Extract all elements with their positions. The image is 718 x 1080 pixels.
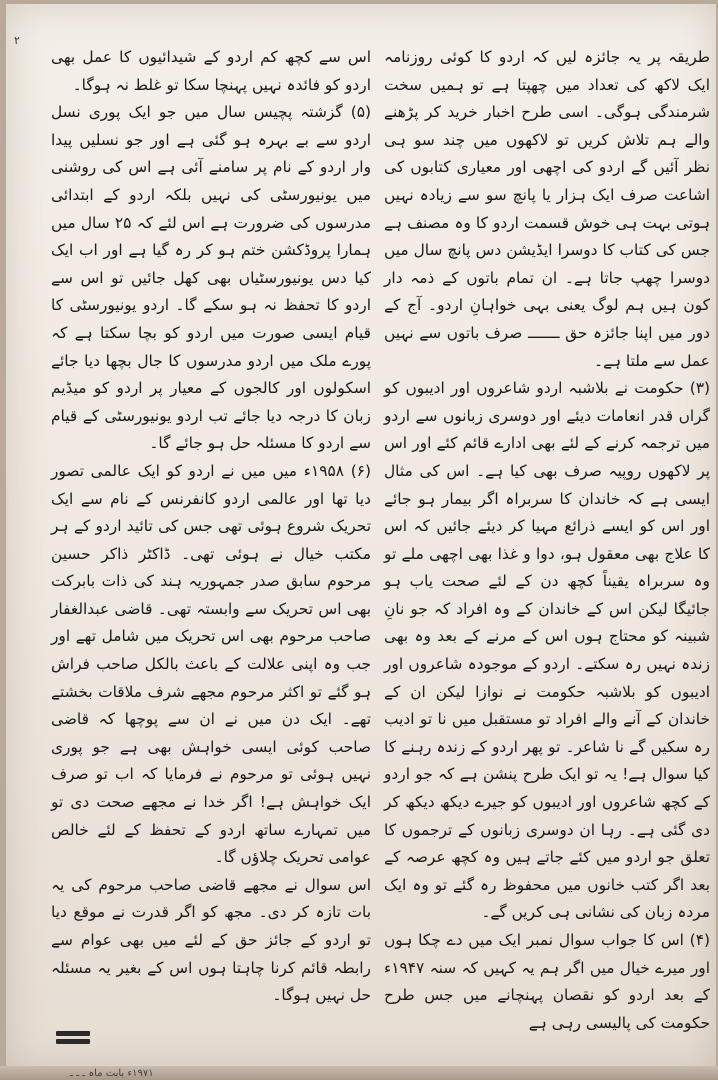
page-number: ۲	[14, 34, 20, 47]
left-paragraph-1: اس سے کچھ کم اردو کے شیدائیوں کا عمل بھی اردو کو فائدہ نہیں پہنچا سکا تو غلط نہ ہوگا۔	[51, 48, 371, 94]
right-column	[384, 44, 710, 1037]
right-paragraph-3: (۴) اس کا جواب سوال نمبر ایک میں دے چکا ہوں اور میرے خیال میں اگر ہم یہ کہیں کہ سنہ ۱۹۴۷ء کے بعد اردو کو نقصان پہنچانے میں جس طرح حکومت کی پالیسی رہی ہے	[384, 931, 710, 1032]
left-paragraph-3: (۶) ۱۹۵۸ء میں میں نے اردو کو ایک عالمی تصور دیا تھا اور عالمی اردو کانفرنس کے نام سے ایک تحریک شروع ہوئی تھی جس کی تائید اردو کے ہر مکتب خیال نے ہوئی تھی۔ ڈاکٹر ذاکر حسین مرحوم سابق صدر جمہوریہ ہند کی ذات بابرکت بھی اس تحریک سے وابستہ تھی۔ قاضی عبدالغفار صاحب مرحوم بھی اس تحریک میں شامل تھے اور جب وہ اپنی علالت کے باعث بالکل صاحب فراش ہو گئے تو اکثر مرحوم مجھے شرف ملاقات بخشتے تھے۔ ایک دن میں نے ان سے پوچھا کہ قاضی صاحب کوئی ایسی خواہش بھی ہے جو پوری نہیں ہوئی تو مرحوم نے فرمایا کہ اب تو صرف ایک خواہش ہے! اگر خدا نے مجھے صحت دی تو میں تمہارے ساتھ اردو کے تحفظ کے لئے خالص عوامی تحریک چلاؤں گا۔	[51, 461, 371, 867]
left-column	[51, 44, 371, 1010]
left-paragraph-4: اس سوال نے مجھے قاضی صاحب مرحوم کی یہ بات تازہ کر دی۔ مجھ کو اگر قدرت نے موقع دیا تو اردو کے جائز حق کے لئے میں بھی عوام سے رابطہ قائم کرنا چاہتا ہوں اس کے بغیر یہ مسئلہ حل نہیں ہوگا۔	[51, 875, 371, 1005]
footer-strip	[0, 1066, 718, 1080]
end-of-article-mark	[56, 1031, 90, 1047]
document-page	[6, 4, 716, 1072]
footer-text: ۱۹۷۱ء بابت ماہ ـ ـ ـ	[70, 1068, 154, 1079]
left-paragraph-2: (۵) گزشتہ پچیس سال میں جو ایک پوری نسل اردو سے بے بہرہ ہو گئی ہے اور جو نسلیں پیدا وار اردو کے نام پر سامنے آئی ہے اس کی روشنی میں یونیورسٹی کی نہیں بلکہ اردو کے ابتدائی مدرسوں کی ضرورت ہے اس لئے کہ ۲۵ سال میں ہمارا پروڈکشن ختم ہو کر رہ گیا ہے اور اب ایک کیا دس یونیورسٹیاں بھی کھل جائیں تو اس سے اردو کا تحفظ نہ ہو سکے گا۔ اردو یونیورسٹی کا قیام ایسی صورت میں اردو کو بچا سکتا ہے کہ پورے ملک میں اردو مدرسوں کا جال بچھا دیا جائے اسکولوں اور کالجوں کے معیار پر اردو کو میڈیم زبان کا درجہ دیا جائے تب اردو یونیورسٹی کے قیام سے اردو کا مسئلہ حل ہو جائے گا۔	[51, 103, 372, 453]
right-paragraph-2: (۳) حکومت نے بلاشبہ اردو شاعروں اور ادیبوں کو گراں قدر انعامات دیئے اور دوسری زبانوں سے اردو میں ترجمہ کرنے کے لئے بھی ادارے قائم کئے اور اس پر لاکھوں روپیہ صرف بھی کیا ہے۔ اس کی مثال ایسی ہے کہ خاندان کا سربراہ اگر بیمار ہو جائے اور اس کو ایسے ذرائع مہیا کر دیئے جائیں کہ اس کا علاج بھی معقول ہو، دوا و غذا بھی اچھی ملے تو وہ سربراہ یقیناً کچھ دن کے لئے صحت یاب ہو جائیگا لیکن اس کے خاندان کے وہ افراد کہ جو نانِ شبینہ کو محتاج ہوں اس کے مرنے کے بعد وہ بھی زندہ نہیں رہ سکتے۔ اردو کے موجودہ شاعروں اور ادیبوں کو بلاشبہ حکومت نے نوازا لیکن ان کے خاندان کے آنے والے افراد تو مستقبل میں نا تو ادیب رہ سکیں گے نا شاعر۔ تو پھر اردو کے زندہ رہنے کا کیا سوال ہے! یہ تو ایک طرح پنشن ہے کہ جو اردو کے کچھ شاعروں اور ادیبوں کو جیرے دیکھ دیکھ کر دی گئی ہے۔ رہا ان دوسری زبانوں کے ترجموں کا تعلق جو اردو میں کئے جاتے ہیں وہ کچھ عرصہ کے بعد اگر کتب خانوں میں محفوظ رہ گئے تو وہ ایک مردہ زبان کی نشانی ہی کریں گے۔	[384, 379, 710, 922]
right-paragraph-1: طریقہ پر یہ جائزہ لیں کہ اردو کا کوئی روزنامہ ایک لاکھ کی تعداد میں چھپتا ہے تو ہمیں سخت شرمندگی ہوگی۔ اسی طرح اخبار خرید کر پڑھنے والے ہم تلاش کریں تو لاکھوں میں چند سو ہی نظر آئیں گے اردو کی اچھی اور معیاری کتابوں کی اشاعت صرف ایک ہزار یا پانچ سو سے زیادہ نہیں ہوتی بہت ہی خوش قسمت اردو کا وہ مصنف ہے جس کی کتاب کا دوسرا ایڈیشن دس پانچ سال میں دوسرا چھپ جاتا ہے۔ ان تمام باتوں کے ذمہ دار کون ہیں ہم لوگ یعنی بہی خواہانِ اردو۔ آج کے دور میں اپنا جائزہ حق ـــــــ صرف باتوں سے نہیں عمل سے ملتا ہے۔	[384, 48, 710, 370]
